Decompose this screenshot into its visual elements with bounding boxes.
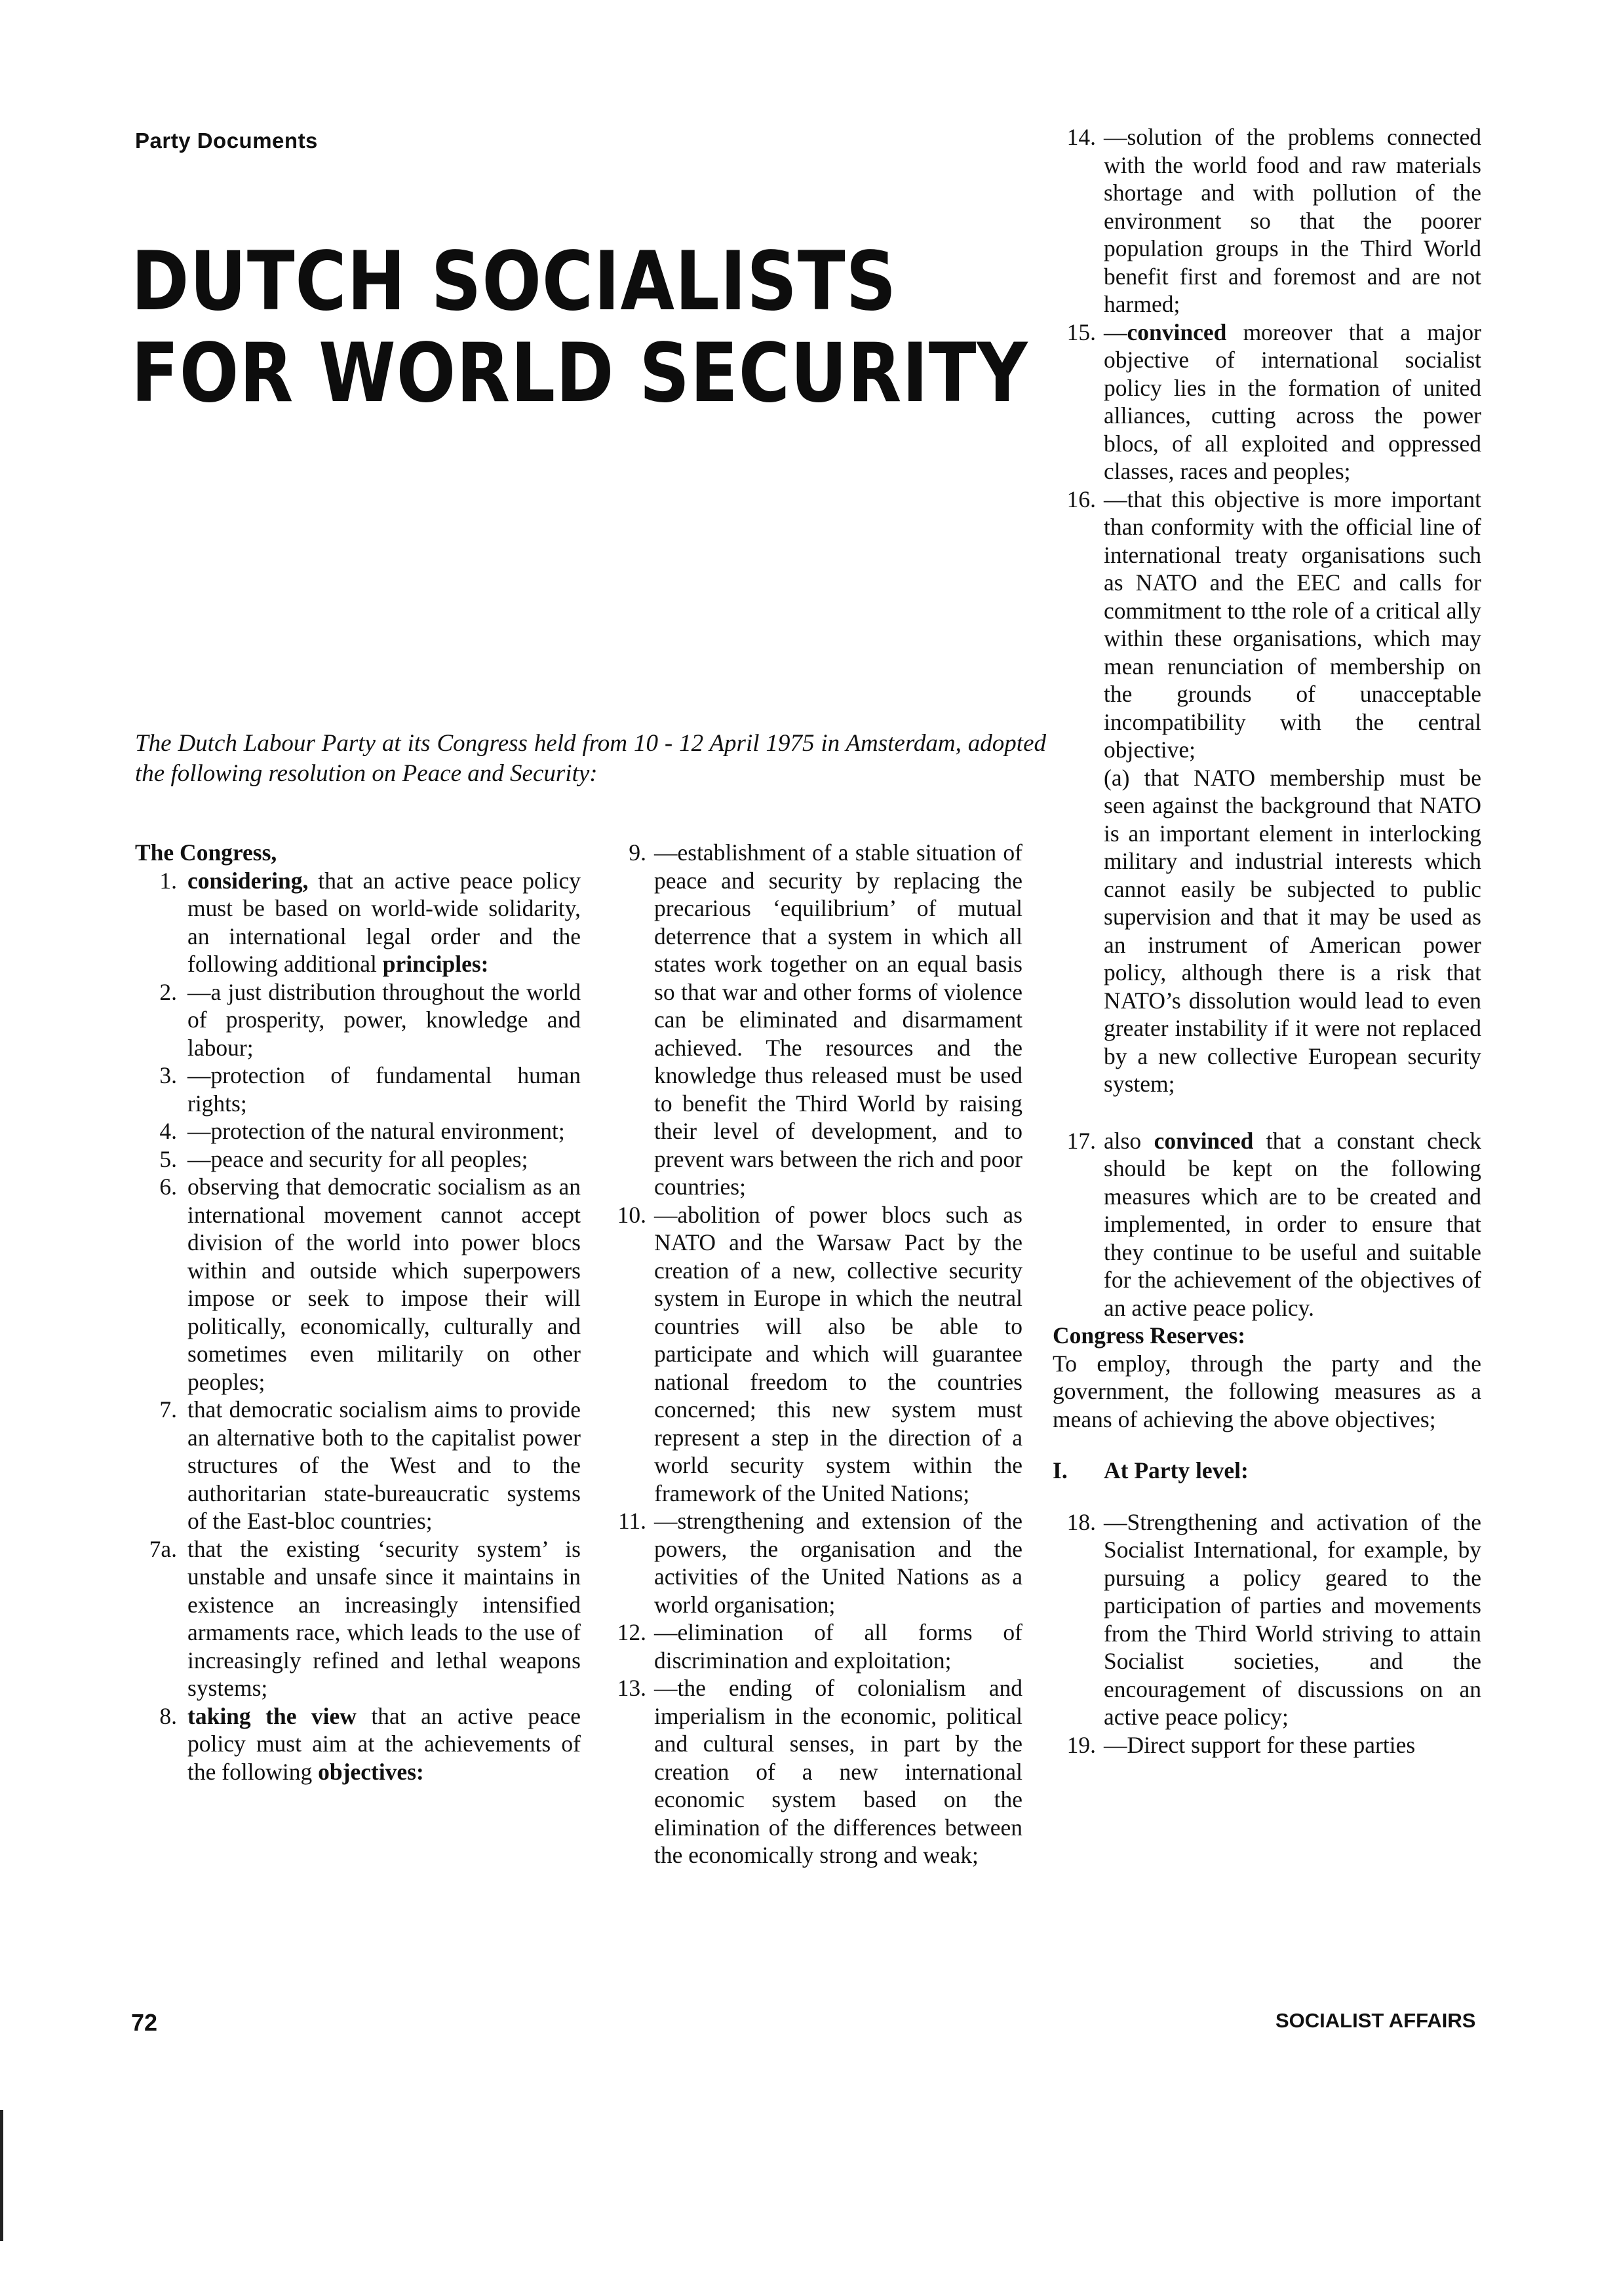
congress-reserves-text: To employ, through the party and the government, the following measures as a means of achieving the above objectives; [1053, 1350, 1481, 1432]
item-number: 7. [159, 1396, 177, 1423]
item-text: that an active peace policy must aim at the achievements of the following [187, 1702, 581, 1785]
item-number: 2. [159, 978, 177, 1005]
column-1 [135, 839, 581, 1786]
item-text: —peace and security for all peoples; [187, 1145, 528, 1172]
resolution-item-7a [135, 1535, 581, 1702]
resolution-item-3 [135, 1062, 581, 1117]
item-number: 8. [159, 1702, 177, 1729]
item-text: —that this objective is more important than conformity with the official line of international treaty organisations such as NATO and the EEC and calls for commitment to tthe role of a critical ally within these organisations, which may mean renunciation of membership on the grounds of unacceptable incompatibility with the central objective; [1104, 486, 1481, 763]
item-number: 18. [1066, 1508, 1096, 1535]
resolution-item-7 [135, 1396, 581, 1535]
item-text: —protection of fundamental human rights; [187, 1062, 581, 1117]
resolution-item-2 [135, 978, 581, 1062]
item-number: 1. [159, 867, 177, 894]
item-number: 17. [1066, 1127, 1096, 1154]
page-title [131, 236, 1028, 419]
congress-reserves-heading: Congress Reserves: [1053, 1322, 1246, 1349]
resolution-item-14 [1053, 123, 1481, 318]
publication-name: SOCIALIST AFFAIRS [1275, 2009, 1476, 2032]
title-line-2: FOR WORLD SECURITY [131, 326, 1028, 421]
column-2 [603, 839, 1022, 1869]
heading-text: At Party level: [1104, 1457, 1249, 1483]
item-text: —protection of the natural environment; [187, 1118, 565, 1144]
resolution-item-9 [603, 839, 1022, 1201]
resolution-item-8 [135, 1702, 581, 1786]
item-number: 6. [159, 1174, 177, 1200]
resolution-item-15 [1053, 318, 1481, 486]
resolution-item-5 [135, 1145, 581, 1174]
item-text: —the ending of colonialism and imperialism in the economic, political and cultural senses, in part by the creation of a new international economic system based on the elimination of the differences between the economically strong and weak; [654, 1675, 1022, 1868]
item-text: —Strengthening and activation of the Socialist International, for example, by pursuing a policy geared to the participation of parties and movements from the Third World striving to attain Socialist societies, and the encouragement of discussions on an active peace policy; [1104, 1508, 1481, 1730]
item-number: 13. [617, 1675, 646, 1701]
heading-number: I. [1053, 1457, 1068, 1483]
item-text: —a just distribution throughout the world of prosperity, power, knowledge and labour; [187, 978, 581, 1061]
item-number: 16. [1066, 486, 1096, 512]
resolution-item-11 [603, 1507, 1022, 1618]
item-text: —solution of the problems connected with the world food and raw materials shortage and with pollution of the environment so that the poorer population groups in the Third World benefit first and foremost and are not harmed; [1104, 124, 1481, 317]
page-number: 72 [131, 2009, 158, 2036]
item-number: 14. [1066, 124, 1096, 150]
resolution-item-1 [135, 867, 581, 978]
item-text: —Direct support for these parties [1104, 1731, 1416, 1758]
party-level-heading [1053, 1457, 1481, 1485]
item-text: that a constant check should be kept on the following measures which are to be created and implemented, in order to ensure that they continue to be useful and suitable for the achievement of the objectives of an active peace policy. [1104, 1127, 1481, 1321]
keyword: convinced [1127, 318, 1227, 345]
resolution-item-18 [1053, 1508, 1481, 1731]
item-text: that an active peace policy must be based on world-wide solidarity, an international legal order and the following additional [187, 867, 581, 977]
keyword: objectives: [318, 1758, 424, 1785]
intro-paragraph: The Dutch Labour Party at its Congress held from 10 - 12 April 1975 in Amsterdam, adopted the following resolution on Peace and Security: [135, 730, 1046, 787]
resolution-item-6 [135, 1173, 581, 1396]
scan-edge-mark [0, 2110, 3, 2241]
item-number: 12. [617, 1619, 646, 1645]
item-text: that the existing ‘security system’ is unstable and unsafe since it maintains in existence an increasingly intensified armaments race, which leads to the use of increasingly refined and lethal weapons systems; [187, 1535, 581, 1701]
item-text: —elimination of all forms of discrimination and exploitation; [654, 1619, 1022, 1674]
item-number: 4. [159, 1118, 177, 1144]
resolution-item-10 [603, 1201, 1022, 1508]
item-number: 3. [159, 1062, 177, 1088]
section-label: Party Documents [135, 128, 318, 153]
resolution-item-13 [603, 1674, 1022, 1869]
item-text: —strengthening and extension of the powers, the organisation and the activities of the United Nations as a world organisation; [654, 1508, 1022, 1618]
item-text: that democratic socialism aims to provide an alternative both to the capitalist power structures of the West and to the authoritarian state-bureaucratic systems of the East-bloc countries; [187, 1396, 581, 1534]
resolution-item-12 [603, 1618, 1022, 1674]
opening-phrase: The Congress, [135, 839, 277, 866]
keyword: convinced [1154, 1127, 1254, 1154]
item-number: 11. [617, 1508, 646, 1534]
item-prefix: — [1104, 318, 1127, 345]
item-number: 9. [629, 839, 646, 866]
item-number: 10. [617, 1201, 646, 1228]
keyword: considering, [187, 867, 309, 894]
item-text: —establishment of a stable situation of peace and security by replacing the precarious ‘equilibrium’ of mutual deterrence that a system in which all states work together on an equal basis so that war and other forms of violence can be eliminated and disarmament achieved. The resources and the knowledge thus released must be used to benefit the Third World by raising their level of development, and to prevent wars between the rich and poor countries; [654, 839, 1022, 1200]
item-prefix: also [1104, 1127, 1154, 1154]
resolution-item-19 [1053, 1731, 1481, 1759]
item-number: 15. [1066, 318, 1096, 345]
resolution-item-17 [1053, 1127, 1481, 1322]
keyword: taking the view [187, 1702, 357, 1729]
column-3 [1053, 123, 1481, 1759]
item-text: observing that democratic socialism as an international movement cannot accept division of the world into power blocs within and outside which superpowers impose or seek to impose their will politically, economically, culturally and sometimes even militarily on other peoples; [187, 1174, 581, 1395]
keyword: principles: [382, 951, 489, 977]
item-text: —abolition of power blocs such as NATO and the Warsaw Pact by the creation of a new, collective security system in Europe in which the neutral countries will also be able to participate and which will guarantee national freedom to the countries concerned; this new system must represent a step in the direction of a world security system within the framework of the United Nations; [654, 1201, 1022, 1506]
resolution-item-4 [135, 1117, 581, 1145]
item-text: moreover that a major objective of international socialist policy lies in the formation of united alliances, cutting across the power blocs, of all exploited and oppressed classes, races and peoples; [1104, 318, 1481, 484]
item-number: 19. [1066, 1731, 1096, 1758]
resolution-item-16a: (a) that NATO membership must be seen against the background that NATO is an important element in interlocking military and industrial interests which cannot easily be subjected to public supervision and that it may be used as an instrument of American power policy, although there is a risk that NATO’s dissolution would lead to even greater instability if it were not replaced by a new collective European security system; [1104, 764, 1481, 1097]
item-number: 7a. [149, 1535, 177, 1562]
title-line-1: DUTCH SOCIALISTS [131, 235, 897, 329]
item-number: 5. [159, 1145, 177, 1172]
resolution-item-16 [1053, 486, 1481, 764]
